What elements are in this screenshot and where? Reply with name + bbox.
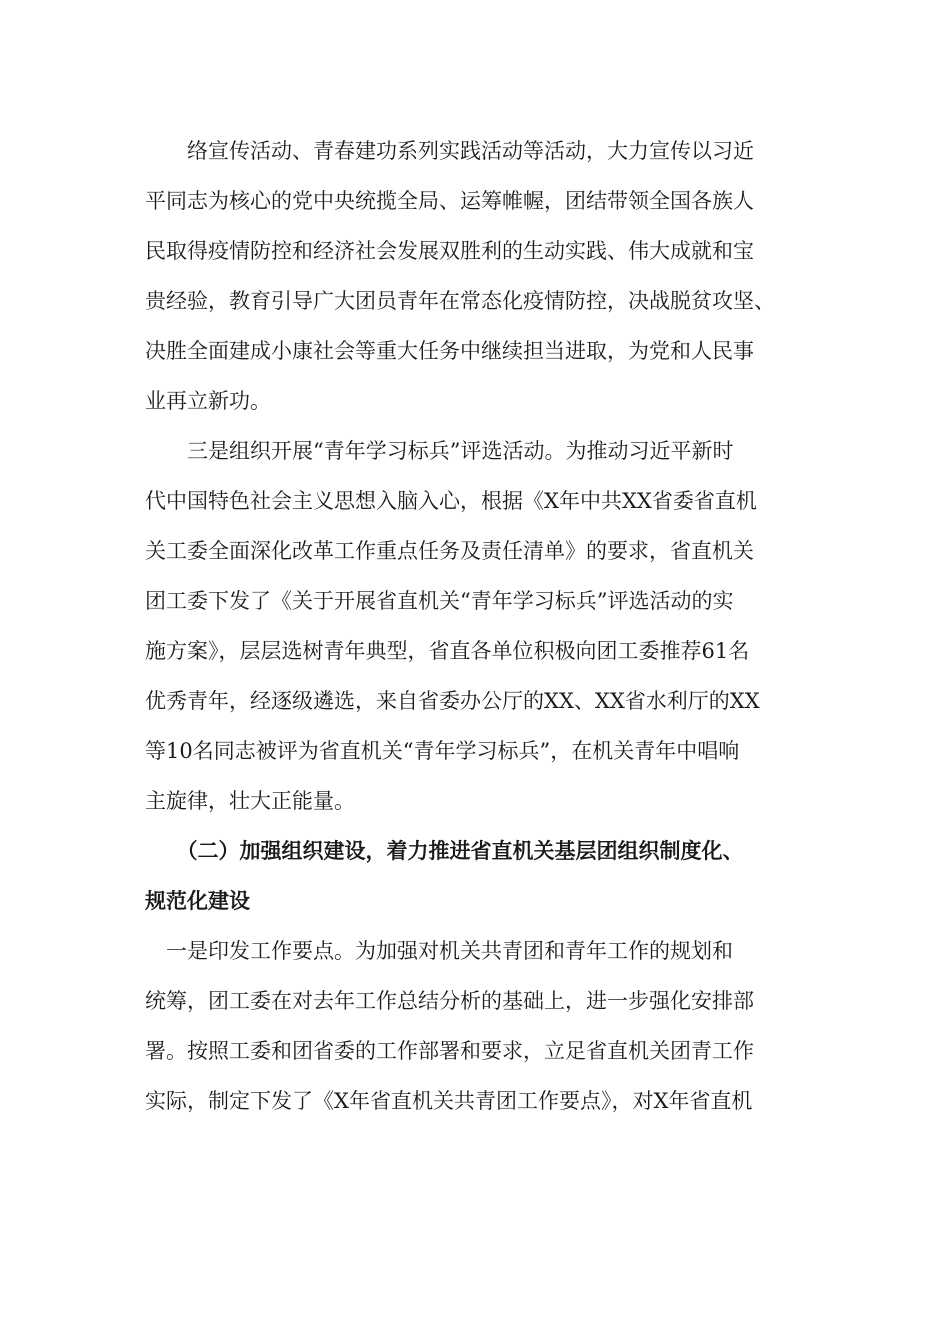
body-text-line: 实际，制定下发了《X年省直机关共青团工作要点》，对X年省直机 bbox=[145, 1089, 753, 1113]
body-text-line: 一是印发工作要点。为加强对机关共青团和青年工作的规划和 bbox=[145, 939, 733, 963]
body-text-line: 署。按照工委和团省委的工作部署和要求，立足省直机关团青工作 bbox=[145, 1039, 754, 1063]
section-heading-line: 规范化建设 bbox=[145, 888, 250, 913]
body-text-line: 代中国特色社会主义思想入脑入心，根据《X年中共XX省委省直机 bbox=[145, 489, 757, 513]
body-text-line: 贵经验，教育引导广大团员青年在常态化疫情防控，决战脱贫攻坚、 bbox=[145, 289, 775, 313]
body-text-line: 络宣传活动、青春建功系列实践活动等活动，大力宣传以习近 bbox=[145, 139, 754, 163]
body-text-line: 平同志为核心的党中央统揽全局、运筹帷幄，团结带领全国各族人 bbox=[145, 189, 754, 213]
body-text-line: 三是组织开展“青年学习标兵”评选活动。为推动习近平新时 bbox=[145, 439, 734, 463]
body-text-line: 等10名同志被评为省直机关“青年学习标兵”，在机关青年中唱响 bbox=[145, 739, 740, 763]
body-text-line: 业再立新功。 bbox=[145, 389, 271, 413]
body-text-line: 决胜全面建成小康社会等重大任务中继续担当进取，为党和人民事 bbox=[145, 339, 754, 363]
section-heading-line: （二）加强组织建设，着力推进省直机关基层团组织制度化、 bbox=[145, 838, 744, 863]
body-text-line: 统筹，团工委在对去年工作总结分析的基础上，进一步强化安排部 bbox=[145, 989, 754, 1013]
body-text-line: 主旋律，壮大正能量。 bbox=[145, 789, 355, 813]
body-text-line: 团工委下发了《关于开展省直机关“青年学习标兵”评选活动的实 bbox=[145, 589, 734, 613]
body-text-line: 优秀青年，经逐级遴选，来自省委办公厅的XX、XX省水利厅的XX bbox=[145, 689, 760, 713]
body-text-line: 民取得疫情防控和经济社会发展双胜利的生动实践、伟大成就和宝 bbox=[145, 239, 754, 263]
body-text-line: 关工委全面深化改革工作重点任务及责任清单》的要求，省直机关 bbox=[145, 539, 754, 563]
body-text-line: 施方案》，层层选树青年典型，省直各单位积极向团工委推荐61名 bbox=[145, 639, 750, 663]
